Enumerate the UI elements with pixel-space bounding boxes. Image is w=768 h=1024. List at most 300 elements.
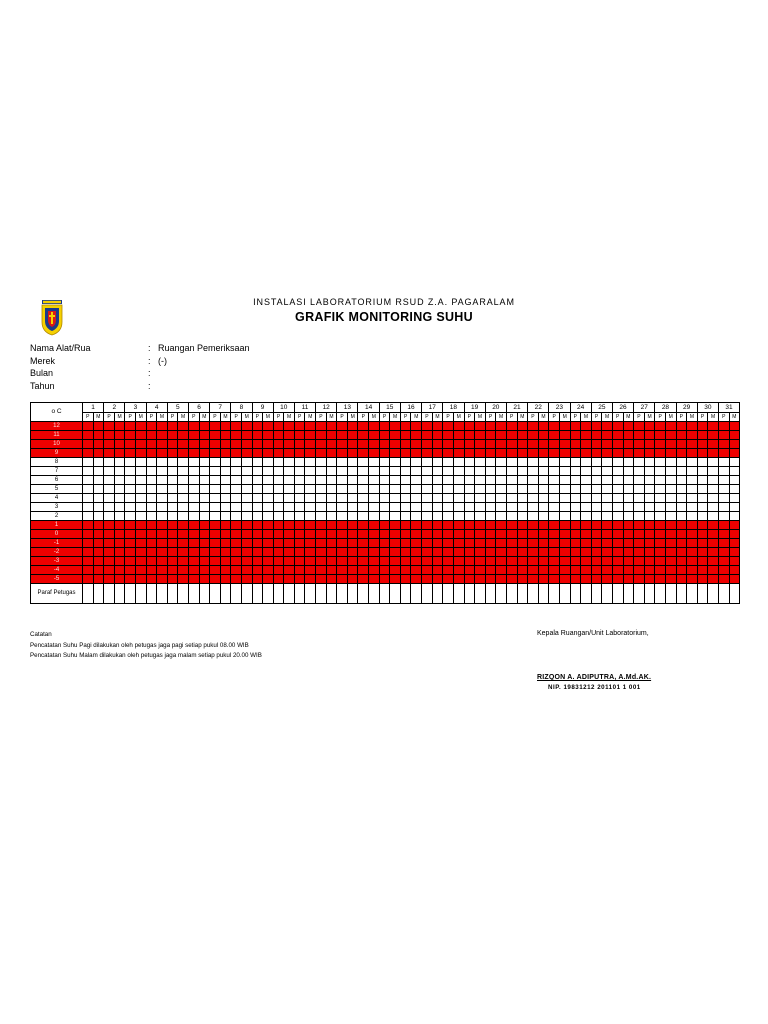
temperature-entry-cell[interactable] [146,521,157,530]
paraf-entry-cell[interactable] [506,584,517,604]
temperature-entry-cell[interactable] [612,566,623,575]
paraf-entry-cell[interactable] [220,584,231,604]
temperature-entry-cell[interactable] [83,440,94,449]
temperature-entry-cell[interactable] [93,503,104,512]
temperature-entry-cell[interactable] [676,458,687,467]
temperature-entry-cell[interactable] [167,485,178,494]
temperature-entry-cell[interactable] [337,503,348,512]
temperature-entry-cell[interactable] [559,530,570,539]
temperature-entry-cell[interactable] [549,449,560,458]
temperature-entry-cell[interactable] [718,530,729,539]
temperature-entry-cell[interactable] [422,512,433,521]
temperature-entry-cell[interactable] [453,575,464,584]
temperature-entry-cell[interactable] [411,521,422,530]
temperature-entry-cell[interactable] [623,440,634,449]
temperature-entry-cell[interactable] [284,485,295,494]
temperature-entry-cell[interactable] [358,521,369,530]
temperature-entry-cell[interactable] [549,431,560,440]
paraf-entry-cell[interactable] [665,584,676,604]
temperature-entry-cell[interactable] [591,521,602,530]
temperature-entry-cell[interactable] [104,548,115,557]
temperature-entry-cell[interactable] [443,485,454,494]
temperature-entry-cell[interactable] [135,566,146,575]
temperature-entry-cell[interactable] [665,458,676,467]
temperature-entry-cell[interactable] [146,503,157,512]
temperature-entry-cell[interactable] [517,557,528,566]
temperature-entry-cell[interactable] [316,548,327,557]
temperature-entry-cell[interactable] [697,548,708,557]
temperature-entry-cell[interactable] [591,512,602,521]
temperature-entry-cell[interactable] [411,548,422,557]
temperature-entry-cell[interactable] [316,512,327,521]
temperature-entry-cell[interactable] [273,458,284,467]
temperature-entry-cell[interactable] [422,548,433,557]
temperature-entry-cell[interactable] [379,449,390,458]
temperature-entry-cell[interactable] [570,431,581,440]
temperature-entry-cell[interactable] [369,539,380,548]
temperature-entry-cell[interactable] [549,512,560,521]
temperature-entry-cell[interactable] [496,521,507,530]
temperature-entry-cell[interactable] [284,548,295,557]
temperature-entry-cell[interactable] [581,512,592,521]
temperature-entry-cell[interactable] [199,476,210,485]
temperature-entry-cell[interactable] [273,431,284,440]
temperature-entry-cell[interactable] [379,548,390,557]
temperature-entry-cell[interactable] [581,467,592,476]
temperature-entry-cell[interactable] [528,440,539,449]
temperature-entry-cell[interactable] [284,476,295,485]
temperature-entry-cell[interactable] [655,476,666,485]
temperature-entry-cell[interactable] [83,566,94,575]
temperature-entry-cell[interactable] [528,521,539,530]
temperature-entry-cell[interactable] [326,440,337,449]
temperature-entry-cell[interactable] [570,422,581,431]
temperature-entry-cell[interactable] [358,539,369,548]
temperature-entry-cell[interactable] [273,449,284,458]
temperature-entry-cell[interactable] [220,575,231,584]
temperature-entry-cell[interactable] [358,485,369,494]
temperature-entry-cell[interactable] [294,449,305,458]
temperature-entry-cell[interactable] [146,530,157,539]
temperature-entry-cell[interactable] [252,422,263,431]
temperature-entry-cell[interactable] [411,485,422,494]
temperature-entry-cell[interactable] [644,539,655,548]
temperature-entry-cell[interactable] [93,539,104,548]
temperature-entry-cell[interactable] [570,440,581,449]
temperature-entry-cell[interactable] [326,521,337,530]
temperature-entry-cell[interactable] [559,467,570,476]
temperature-entry-cell[interactable] [263,521,274,530]
temperature-entry-cell[interactable] [453,476,464,485]
temperature-entry-cell[interactable] [263,494,274,503]
paraf-entry-cell[interactable] [305,584,316,604]
temperature-entry-cell[interactable] [729,512,740,521]
temperature-entry-cell[interactable] [676,440,687,449]
temperature-entry-cell[interactable] [369,548,380,557]
temperature-entry-cell[interactable] [284,467,295,476]
temperature-entry-cell[interactable] [390,566,401,575]
temperature-entry-cell[interactable] [559,485,570,494]
temperature-entry-cell[interactable] [157,530,168,539]
temperature-entry-cell[interactable] [485,575,496,584]
temperature-entry-cell[interactable] [443,422,454,431]
temperature-entry-cell[interactable] [644,530,655,539]
temperature-entry-cell[interactable] [676,485,687,494]
temperature-entry-cell[interactable] [453,440,464,449]
temperature-entry-cell[interactable] [538,557,549,566]
temperature-entry-cell[interactable] [729,485,740,494]
temperature-entry-cell[interactable] [422,521,433,530]
temperature-entry-cell[interactable] [326,548,337,557]
temperature-entry-cell[interactable] [411,440,422,449]
temperature-entry-cell[interactable] [252,440,263,449]
temperature-entry-cell[interactable] [326,530,337,539]
temperature-entry-cell[interactable] [93,548,104,557]
paraf-entry-cell[interactable] [316,584,327,604]
temperature-entry-cell[interactable] [729,449,740,458]
temperature-entry-cell[interactable] [284,575,295,584]
temperature-entry-cell[interactable] [708,494,719,503]
temperature-entry-cell[interactable] [135,557,146,566]
temperature-entry-cell[interactable] [602,503,613,512]
temperature-entry-cell[interactable] [623,557,634,566]
temperature-entry-cell[interactable] [199,503,210,512]
temperature-entry-cell[interactable] [517,494,528,503]
temperature-entry-cell[interactable] [390,458,401,467]
temperature-entry-cell[interactable] [358,422,369,431]
temperature-entry-cell[interactable] [464,458,475,467]
temperature-entry-cell[interactable] [337,431,348,440]
temperature-entry-cell[interactable] [167,521,178,530]
paraf-entry-cell[interactable] [210,584,221,604]
temperature-entry-cell[interactable] [157,467,168,476]
temperature-entry-cell[interactable] [464,440,475,449]
temperature-entry-cell[interactable] [400,476,411,485]
temperature-entry-cell[interactable] [506,485,517,494]
temperature-entry-cell[interactable] [326,422,337,431]
temperature-entry-cell[interactable] [432,476,443,485]
temperature-entry-cell[interactable] [135,548,146,557]
temperature-entry-cell[interactable] [347,557,358,566]
temperature-entry-cell[interactable] [316,467,327,476]
temperature-entry-cell[interactable] [581,566,592,575]
temperature-entry-cell[interactable] [697,530,708,539]
temperature-entry-cell[interactable] [581,539,592,548]
temperature-entry-cell[interactable] [210,422,221,431]
temperature-entry-cell[interactable] [687,512,698,521]
temperature-entry-cell[interactable] [718,431,729,440]
temperature-entry-cell[interactable] [453,467,464,476]
temperature-entry-cell[interactable] [379,566,390,575]
temperature-entry-cell[interactable] [316,539,327,548]
temperature-entry-cell[interactable] [347,512,358,521]
paraf-entry-cell[interactable] [135,584,146,604]
temperature-entry-cell[interactable] [263,485,274,494]
temperature-entry-cell[interactable] [687,422,698,431]
temperature-entry-cell[interactable] [358,440,369,449]
temperature-entry-cell[interactable] [220,521,231,530]
temperature-entry-cell[interactable] [644,566,655,575]
temperature-entry-cell[interactable] [718,476,729,485]
temperature-entry-cell[interactable] [718,521,729,530]
temperature-entry-cell[interactable] [104,539,115,548]
temperature-entry-cell[interactable] [104,566,115,575]
temperature-entry-cell[interactable] [422,458,433,467]
temperature-entry-cell[interactable] [422,539,433,548]
temperature-entry-cell[interactable] [612,539,623,548]
temperature-entry-cell[interactable] [390,467,401,476]
temperature-entry-cell[interactable] [549,422,560,431]
paraf-entry-cell[interactable] [559,584,570,604]
temperature-entry-cell[interactable] [305,476,316,485]
temperature-entry-cell[interactable] [729,422,740,431]
temperature-entry-cell[interactable] [231,575,242,584]
temperature-entry-cell[interactable] [697,449,708,458]
temperature-entry-cell[interactable] [422,422,433,431]
temperature-entry-cell[interactable] [210,512,221,521]
temperature-entry-cell[interactable] [241,458,252,467]
temperature-entry-cell[interactable] [178,467,189,476]
temperature-entry-cell[interactable] [602,557,613,566]
temperature-entry-cell[interactable] [602,566,613,575]
temperature-entry-cell[interactable] [146,539,157,548]
temperature-entry-cell[interactable] [178,494,189,503]
temperature-entry-cell[interactable] [284,431,295,440]
temperature-entry-cell[interactable] [612,494,623,503]
temperature-entry-cell[interactable] [379,575,390,584]
temperature-entry-cell[interactable] [146,512,157,521]
temperature-entry-cell[interactable] [316,449,327,458]
temperature-entry-cell[interactable] [464,575,475,584]
temperature-entry-cell[interactable] [316,458,327,467]
temperature-entry-cell[interactable] [506,548,517,557]
temperature-entry-cell[interactable] [369,476,380,485]
temperature-entry-cell[interactable] [199,467,210,476]
temperature-entry-cell[interactable] [231,476,242,485]
paraf-entry-cell[interactable] [241,584,252,604]
paraf-entry-cell[interactable] [623,584,634,604]
temperature-entry-cell[interactable] [623,512,634,521]
temperature-entry-cell[interactable] [199,557,210,566]
temperature-entry-cell[interactable] [549,458,560,467]
temperature-entry-cell[interactable] [517,440,528,449]
temperature-entry-cell[interactable] [294,422,305,431]
temperature-entry-cell[interactable] [559,449,570,458]
temperature-entry-cell[interactable] [369,485,380,494]
temperature-entry-cell[interactable] [379,539,390,548]
temperature-entry-cell[interactable] [708,458,719,467]
temperature-entry-cell[interactable] [517,548,528,557]
temperature-entry-cell[interactable] [347,530,358,539]
paraf-entry-cell[interactable] [644,584,655,604]
temperature-entry-cell[interactable] [570,566,581,575]
temperature-entry-cell[interactable] [687,467,698,476]
temperature-entry-cell[interactable] [612,440,623,449]
temperature-entry-cell[interactable] [538,494,549,503]
temperature-entry-cell[interactable] [369,467,380,476]
temperature-entry-cell[interactable] [602,512,613,521]
temperature-entry-cell[interactable] [104,440,115,449]
temperature-entry-cell[interactable] [178,557,189,566]
temperature-entry-cell[interactable] [443,431,454,440]
temperature-entry-cell[interactable] [697,539,708,548]
temperature-entry-cell[interactable] [241,440,252,449]
temperature-entry-cell[interactable] [135,494,146,503]
temperature-entry-cell[interactable] [157,476,168,485]
temperature-entry-cell[interactable] [718,548,729,557]
temperature-entry-cell[interactable] [379,431,390,440]
temperature-entry-cell[interactable] [326,449,337,458]
temperature-entry-cell[interactable] [125,530,136,539]
temperature-entry-cell[interactable] [623,458,634,467]
temperature-entry-cell[interactable] [210,467,221,476]
temperature-entry-cell[interactable] [104,431,115,440]
temperature-entry-cell[interactable] [697,521,708,530]
temperature-entry-cell[interactable] [676,575,687,584]
temperature-entry-cell[interactable] [665,521,676,530]
temperature-entry-cell[interactable] [157,422,168,431]
temperature-entry-cell[interactable] [178,521,189,530]
temperature-entry-cell[interactable] [432,575,443,584]
temperature-entry-cell[interactable] [83,557,94,566]
temperature-entry-cell[interactable] [634,575,645,584]
temperature-entry-cell[interactable] [83,530,94,539]
temperature-entry-cell[interactable] [135,521,146,530]
paraf-entry-cell[interactable] [655,584,666,604]
temperature-entry-cell[interactable] [326,485,337,494]
temperature-entry-cell[interactable] [453,548,464,557]
temperature-entry-cell[interactable] [83,512,94,521]
temperature-entry-cell[interactable] [146,467,157,476]
temperature-entry-cell[interactable] [422,476,433,485]
temperature-entry-cell[interactable] [506,521,517,530]
temperature-entry-cell[interactable] [676,422,687,431]
temperature-entry-cell[interactable] [210,557,221,566]
temperature-entry-cell[interactable] [634,422,645,431]
temperature-entry-cell[interactable] [400,503,411,512]
temperature-entry-cell[interactable] [485,557,496,566]
temperature-entry-cell[interactable] [135,503,146,512]
temperature-entry-cell[interactable] [708,449,719,458]
temperature-entry-cell[interactable] [305,539,316,548]
temperature-entry-cell[interactable] [305,431,316,440]
temperature-entry-cell[interactable] [623,476,634,485]
temperature-entry-cell[interactable] [581,521,592,530]
temperature-entry-cell[interactable] [379,530,390,539]
temperature-entry-cell[interactable] [496,422,507,431]
temperature-entry-cell[interactable] [252,485,263,494]
paraf-entry-cell[interactable] [273,584,284,604]
temperature-entry-cell[interactable] [188,431,199,440]
temperature-entry-cell[interactable] [496,548,507,557]
temperature-entry-cell[interactable] [411,503,422,512]
temperature-entry-cell[interactable] [273,485,284,494]
paraf-entry-cell[interactable] [496,584,507,604]
temperature-entry-cell[interactable] [369,440,380,449]
temperature-entry-cell[interactable] [188,557,199,566]
temperature-entry-cell[interactable] [210,548,221,557]
temperature-entry-cell[interactable] [559,548,570,557]
paraf-entry-cell[interactable] [390,584,401,604]
temperature-entry-cell[interactable] [602,476,613,485]
temperature-entry-cell[interactable] [708,467,719,476]
temperature-entry-cell[interactable] [453,458,464,467]
temperature-entry-cell[interactable] [655,440,666,449]
temperature-entry-cell[interactable] [379,521,390,530]
temperature-entry-cell[interactable] [464,512,475,521]
temperature-entry-cell[interactable] [496,449,507,458]
temperature-entry-cell[interactable] [612,530,623,539]
temperature-entry-cell[interactable] [432,440,443,449]
temperature-entry-cell[interactable] [284,449,295,458]
temperature-entry-cell[interactable] [496,539,507,548]
temperature-entry-cell[interactable] [347,458,358,467]
temperature-entry-cell[interactable] [517,530,528,539]
temperature-entry-cell[interactable] [612,575,623,584]
temperature-entry-cell[interactable] [475,485,486,494]
temperature-entry-cell[interactable] [400,566,411,575]
temperature-entry-cell[interactable] [178,458,189,467]
temperature-entry-cell[interactable] [231,539,242,548]
temperature-entry-cell[interactable] [708,557,719,566]
temperature-entry-cell[interactable] [432,557,443,566]
temperature-entry-cell[interactable] [559,557,570,566]
temperature-entry-cell[interactable] [284,539,295,548]
temperature-entry-cell[interactable] [135,476,146,485]
paraf-entry-cell[interactable] [718,584,729,604]
temperature-entry-cell[interactable] [241,530,252,539]
temperature-entry-cell[interactable] [157,548,168,557]
temperature-entry-cell[interactable] [602,575,613,584]
temperature-entry-cell[interactable] [432,431,443,440]
temperature-entry-cell[interactable] [411,422,422,431]
temperature-entry-cell[interactable] [612,521,623,530]
temperature-entry-cell[interactable] [538,458,549,467]
temperature-entry-cell[interactable] [538,566,549,575]
temperature-entry-cell[interactable] [549,476,560,485]
temperature-entry-cell[interactable] [602,422,613,431]
temperature-entry-cell[interactable] [676,566,687,575]
temperature-entry-cell[interactable] [188,458,199,467]
temperature-entry-cell[interactable] [252,539,263,548]
temperature-entry-cell[interactable] [390,476,401,485]
temperature-entry-cell[interactable] [210,530,221,539]
temperature-entry-cell[interactable] [93,557,104,566]
temperature-entry-cell[interactable] [411,449,422,458]
temperature-entry-cell[interactable] [273,521,284,530]
paraf-entry-cell[interactable] [294,584,305,604]
temperature-entry-cell[interactable] [432,503,443,512]
temperature-entry-cell[interactable] [538,467,549,476]
temperature-entry-cell[interactable] [496,431,507,440]
temperature-entry-cell[interactable] [644,575,655,584]
temperature-entry-cell[interactable] [347,539,358,548]
temperature-entry-cell[interactable] [390,449,401,458]
temperature-entry-cell[interactable] [517,467,528,476]
temperature-entry-cell[interactable] [188,476,199,485]
temperature-entry-cell[interactable] [570,503,581,512]
paraf-entry-cell[interactable] [411,584,422,604]
temperature-entry-cell[interactable] [528,449,539,458]
temperature-entry-cell[interactable] [602,530,613,539]
temperature-entry-cell[interactable] [708,431,719,440]
temperature-entry-cell[interactable] [400,467,411,476]
temperature-entry-cell[interactable] [496,467,507,476]
temperature-entry-cell[interactable] [676,476,687,485]
temperature-entry-cell[interactable] [411,575,422,584]
temperature-entry-cell[interactable] [570,539,581,548]
temperature-entry-cell[interactable] [263,566,274,575]
